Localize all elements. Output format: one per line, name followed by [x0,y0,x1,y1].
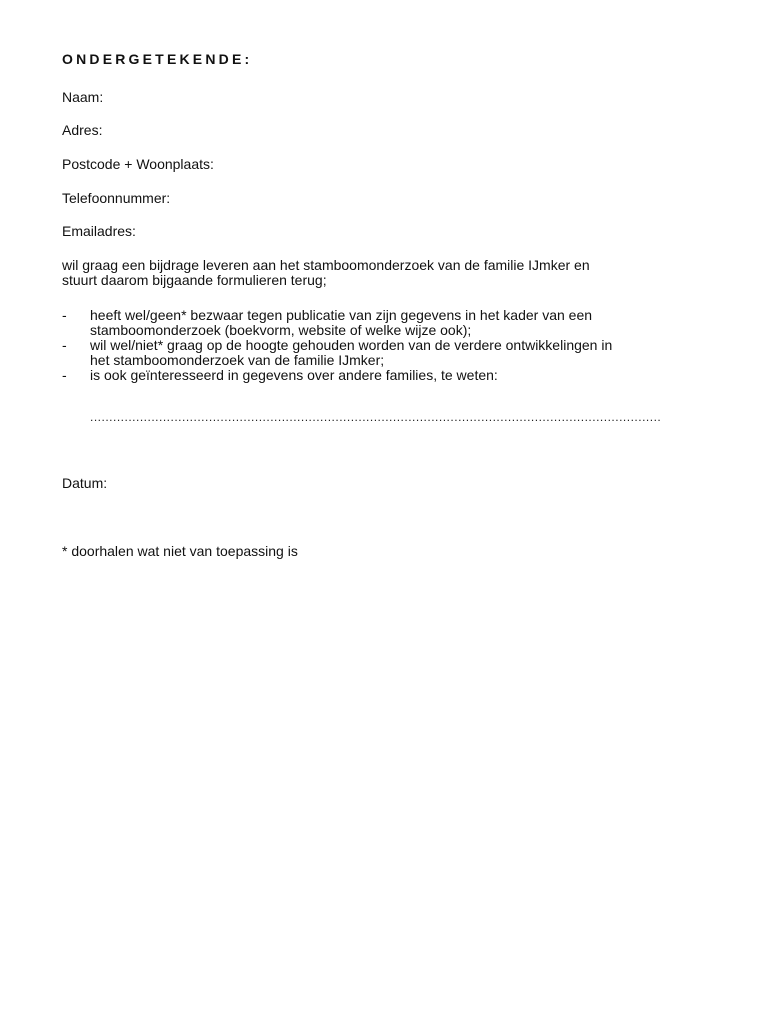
postcode-city-field-label: Postcode + Woonplaats: [62,156,214,172]
list-dash: - [62,367,67,383]
list-item [62,338,712,368]
footnote: * doorhalen wat niet van toepassing is [62,543,298,559]
intro-line-1: wil graag een bijdrage leveren aan het stamboomonderzoek van de familie IJmker en [62,257,590,273]
statement-list [62,308,712,383]
phone-field-label: Telefoonnummer: [62,190,171,206]
name-field-label: Naam: [62,89,104,105]
list-item-line-1: is ook geïnteresseerd in gegevens over andere families, te weten: [90,367,498,383]
list-item [62,368,712,383]
address-field-label: Adres: [62,122,103,138]
list-item [62,308,712,338]
date-label: Datum: [62,475,108,491]
dotted-fill-line: ..................................................................................................................................................... [90,410,662,424]
email-field-label: Emailadres: [62,223,136,239]
list-dash: - [62,337,67,353]
list-item-line-2: stamboomonderzoek (boekvorm, website of welke wijze ook); [90,322,472,338]
intro-line-2: stuurt daarom bijgaande formulieren terug; [62,272,327,288]
list-item-line-1: wil wel/niet* graag op de hoogte gehouden worden van de verdere ontwikkelingen in [90,337,613,353]
list-dash: - [62,307,67,323]
intro-paragraph [62,258,702,288]
document-heading: ONDERGETEKENDE: [62,51,253,67]
list-item-line-2: het stamboomonderzoek van de familie IJmker; [90,352,385,368]
list-item-line-1: heeft wel/geen* bezwaar tegen publicatie van zijn gegevens in het kader van een [90,307,593,323]
